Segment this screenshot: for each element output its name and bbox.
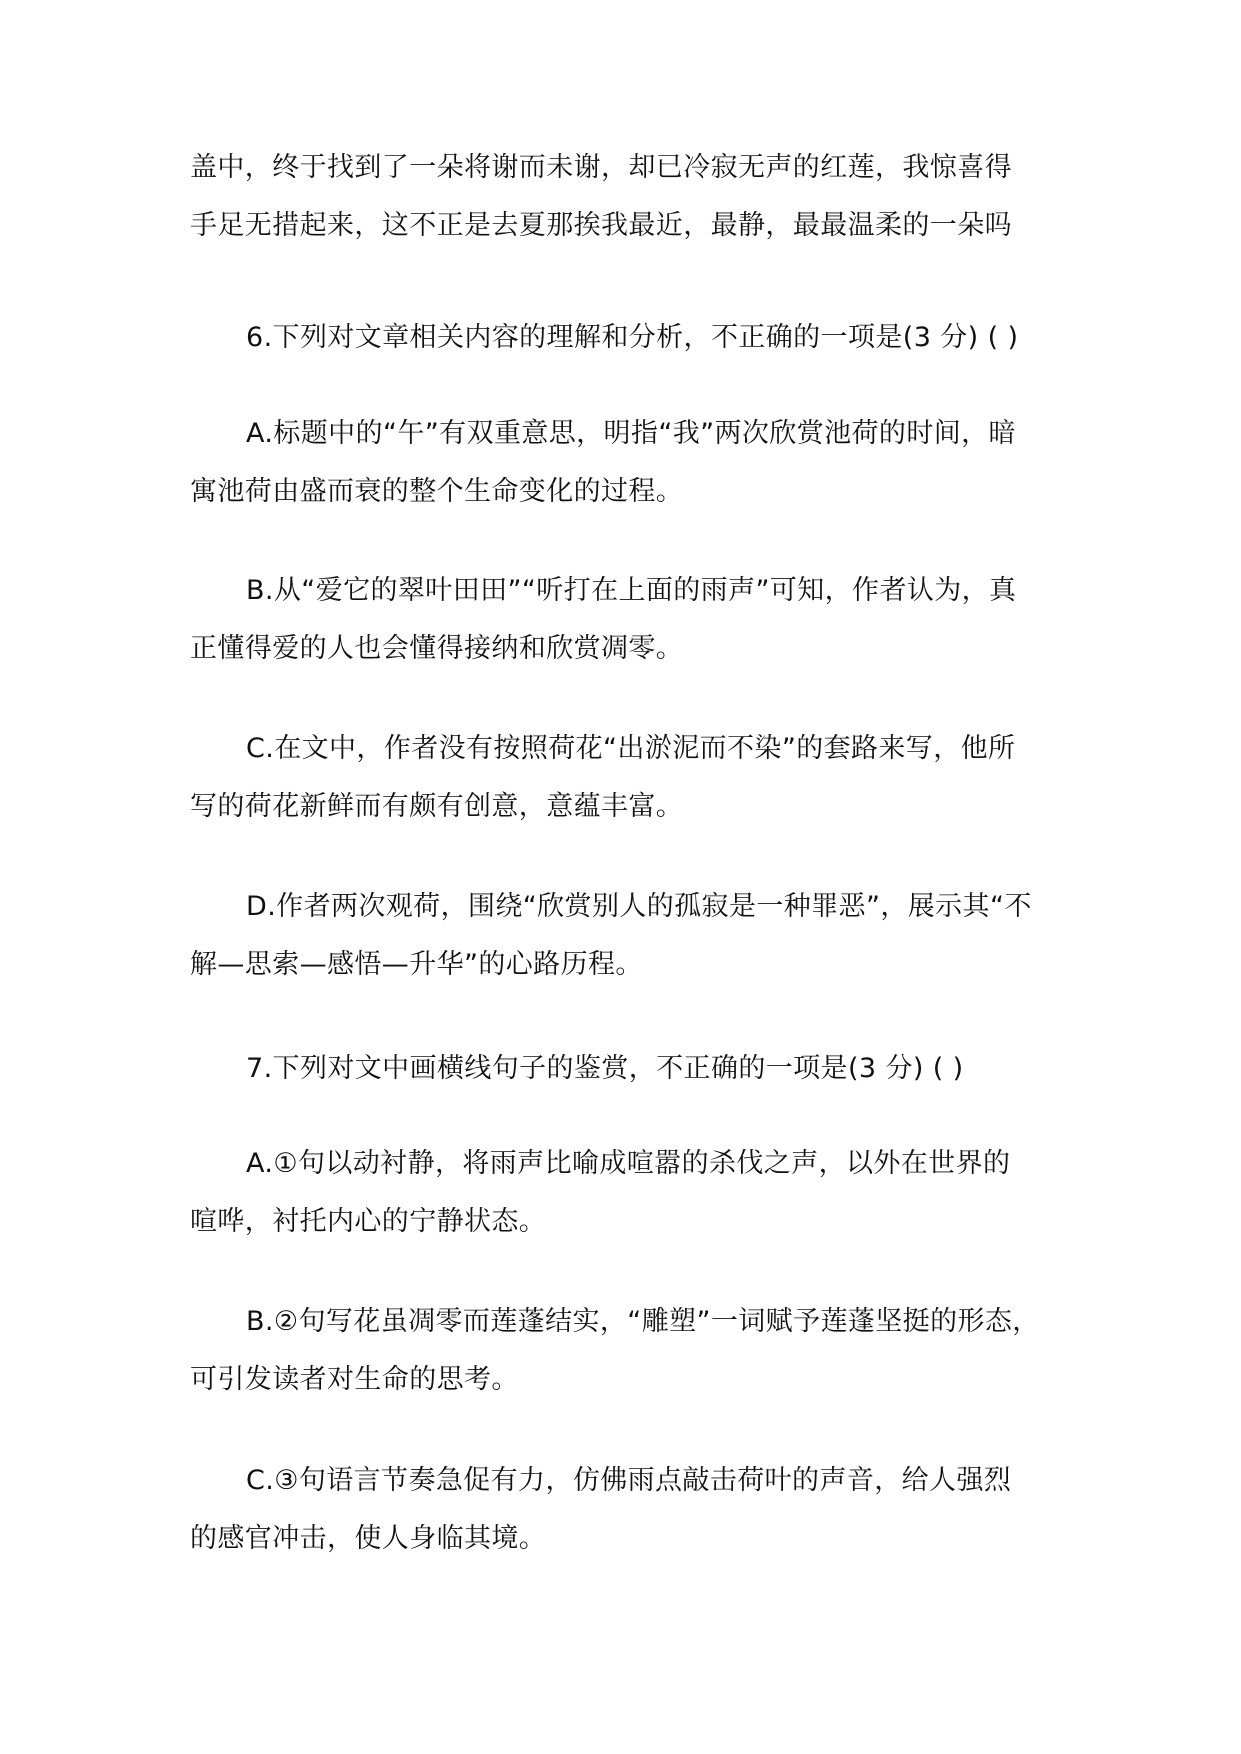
- q7-option-b-line-1: B.②句写花虽凋零而莲蓬结实，“雕塑”一词赋予莲蓬坚挺的形态，: [246, 1306, 1040, 1337]
- q7-option-b-line-2: 可引发读者对生命的思考。: [190, 1364, 519, 1395]
- q6-option-d-line-2: 解—思索—感悟—升华”的心路历程。: [190, 949, 643, 980]
- q6-option-c-line-1: C.在文中，作者没有按照荷花“出淤泥而不染”的套路来写，他所: [246, 733, 1016, 764]
- q7-option-a-line-1: A.①句以动衬静，将雨声比喻成喧嚣的杀伐之声，以外在世界的: [246, 1148, 1011, 1179]
- q6-option-a-line-2: 寓池荷由盛而衰的整个生命变化的过程。: [190, 476, 684, 507]
- q6-option-b-line-2: 正懂得爱的人也会懂得接纳和欣赏凋零。: [190, 633, 684, 664]
- question-6-stem: 6.下列对文章相关内容的理解和分析，不正确的一项是(3 分) ( ): [246, 322, 1019, 353]
- q7-option-c-line-1: C.③句语言节奏急促有力，仿佛雨点敲击荷叶的声音，给人强烈: [246, 1465, 1012, 1496]
- q7-option-a-line-2: 喧哗，衬托内心的宁静状态。: [190, 1206, 547, 1237]
- q6-option-c-line-2: 写的荷花新鲜而有颇有创意，意蕴丰富。: [190, 791, 684, 822]
- q6-option-d-line-1: D.作者两次观荷，围绕“欣赏别人的孤寂是一种罪恶”，展示其“不: [246, 891, 1032, 922]
- q6-option-a-line-1: A.标题中的“午”有双重意思，明指“我”两次欣赏池荷的时间，暗: [246, 418, 1016, 449]
- question-7-stem: 7.下列对文中画横线句子的鉴赏，不正确的一项是(3 分) ( ): [246, 1053, 964, 1084]
- passage-line-2: 手足无措起来，这不正是去夏那挨我最近，最静，最最温柔的一朵吗: [190, 210, 1012, 241]
- q7-option-c-line-2: 的感官冲击，使人身临其境。: [190, 1523, 547, 1554]
- q6-option-b-line-1: B.从“爱它的翠叶田田”“听打在上面的雨声”可知，作者认为，真: [246, 575, 1017, 606]
- passage-line-1: 盖中，终于找到了一朵将谢而未谢，却已冷寂无声的红莲，我惊喜得: [190, 152, 1012, 183]
